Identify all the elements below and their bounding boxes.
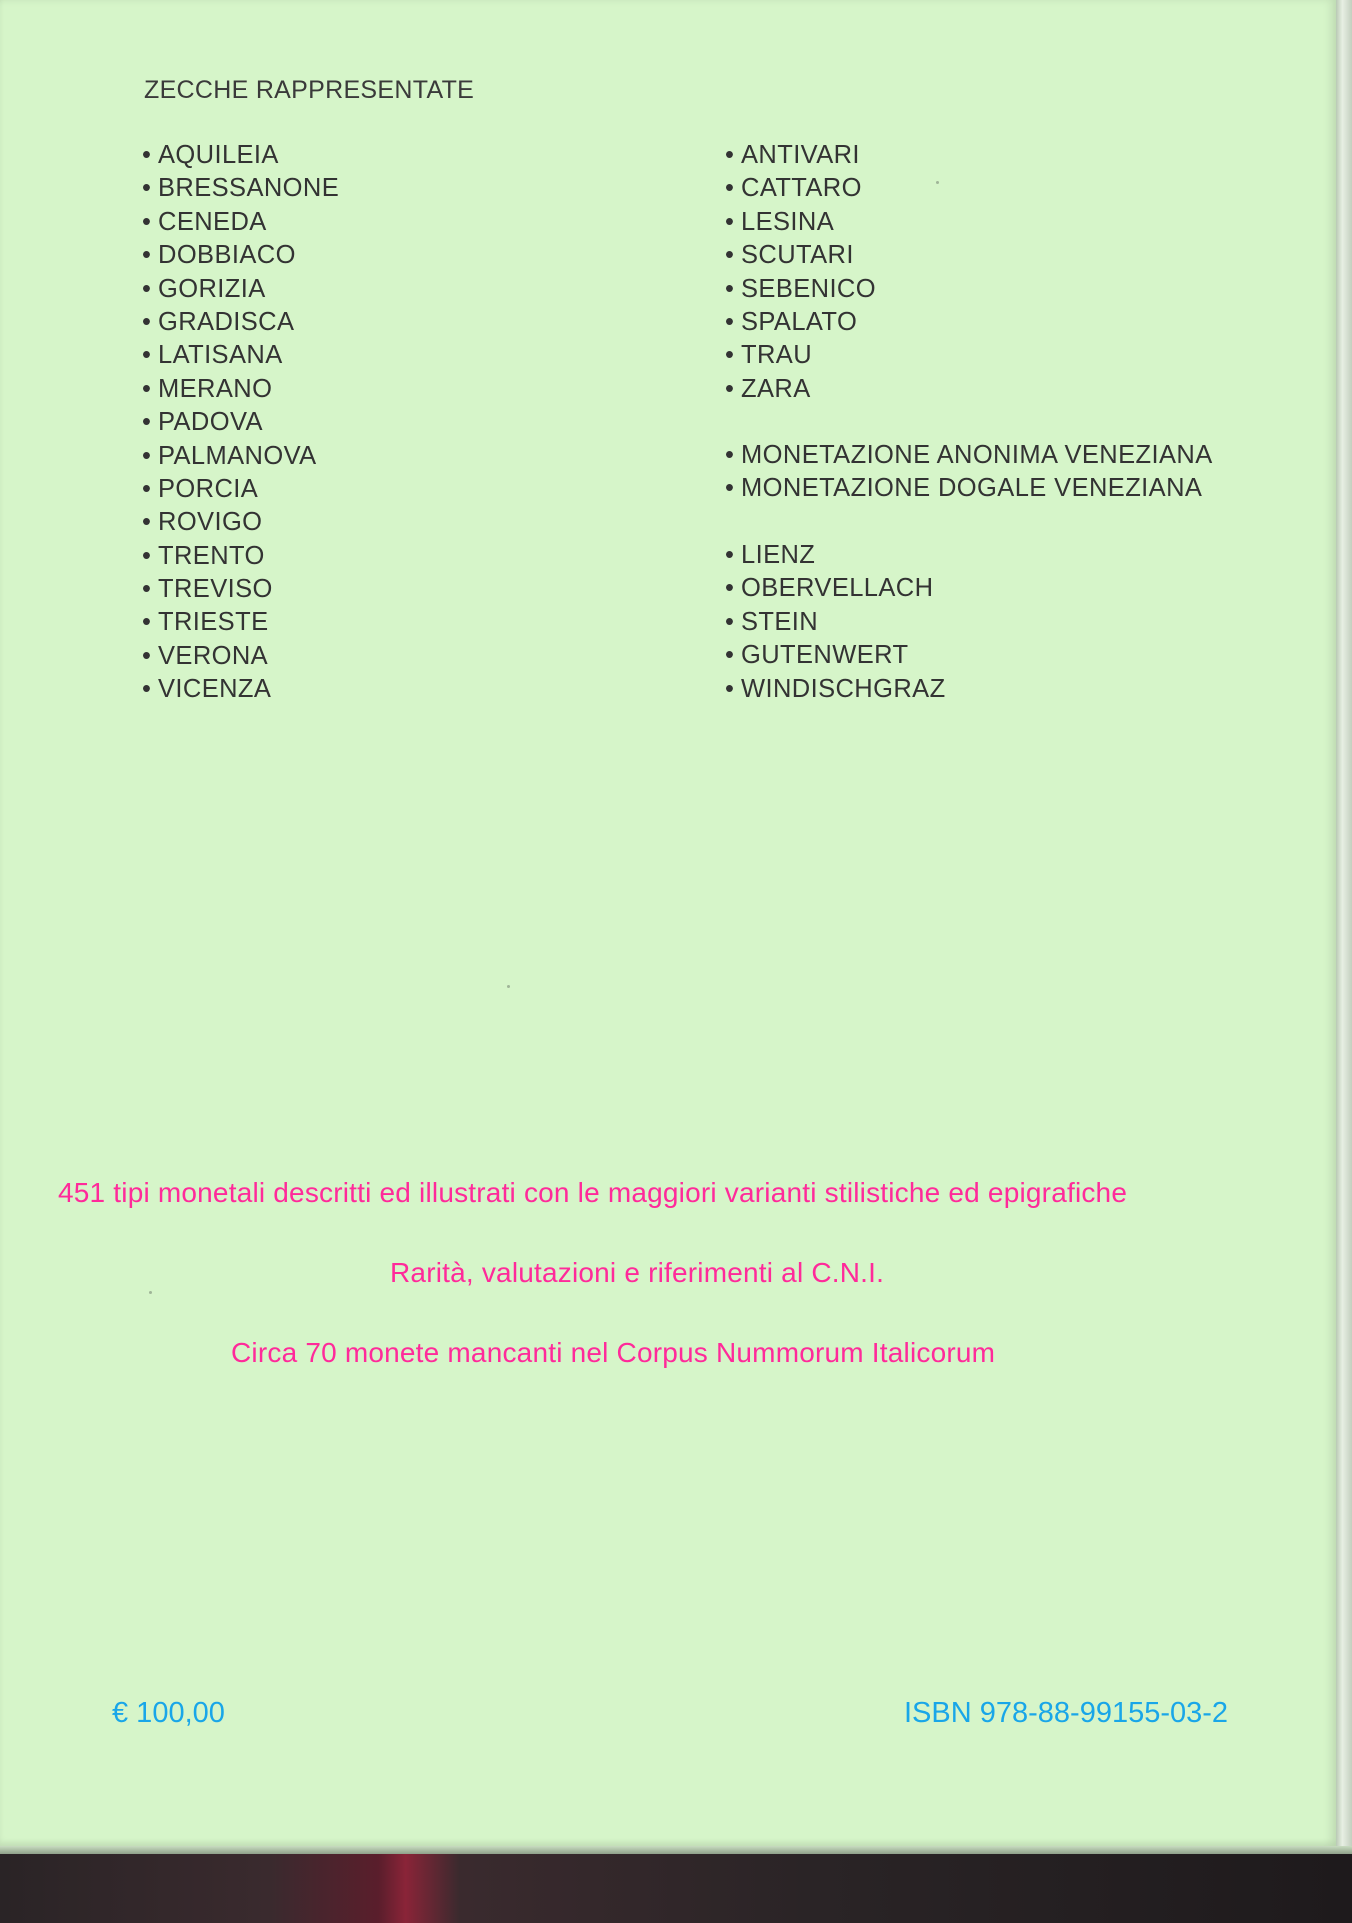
mint-list-item <box>142 606 339 639</box>
mint-name: TRIESTE <box>158 608 269 637</box>
bullet-icon: • <box>142 408 152 437</box>
mint-name: TREVISO <box>158 575 273 604</box>
mint-name: LATISANA <box>158 341 283 370</box>
bullet-icon: • <box>142 341 152 370</box>
mint-name: GUTENWERT <box>741 641 909 670</box>
bullet-icon: • <box>142 608 152 637</box>
bullet-icon: • <box>142 307 152 336</box>
mint-list-item <box>142 373 339 406</box>
mint-name: DOBBIACO <box>158 241 296 270</box>
mint-list-item <box>142 239 339 272</box>
bullet-icon: • <box>142 508 152 537</box>
mint-list-item <box>142 573 339 606</box>
bullet-icon: • <box>725 307 735 336</box>
mint-list-item <box>725 373 876 406</box>
mint-list-item <box>725 306 876 339</box>
mint-name: OBERVELLACH <box>741 574 934 603</box>
bullet-icon: • <box>142 474 152 503</box>
mint-name: ROVIGO <box>158 508 263 537</box>
bullet-icon: • <box>142 641 152 670</box>
mint-name: GORIZIA <box>158 274 266 303</box>
mint-list-item <box>142 306 339 339</box>
bullet-icon: • <box>725 374 735 403</box>
mint-list-item <box>725 273 876 306</box>
mint-list-item <box>725 472 1213 505</box>
mint-list-item <box>725 172 876 205</box>
price-label: € 100,00 <box>112 1697 225 1729</box>
mint-list-item <box>725 639 946 672</box>
mint-list-item <box>142 440 339 473</box>
mint-name: CENEDA <box>158 207 267 236</box>
isbn-label: ISBN 978-88-99155-03-2 <box>904 1697 1229 1729</box>
mint-name: MERANO <box>158 374 273 403</box>
cover-rim <box>0 1846 1352 1854</box>
mint-list-item <box>142 206 339 239</box>
mint-list-item <box>725 606 946 639</box>
bullet-icon: • <box>725 174 735 203</box>
mint-list-item <box>142 506 339 539</box>
mint-name: ZARA <box>741 374 811 403</box>
mint-name: BRESSANONE <box>158 174 340 203</box>
mint-list-item <box>142 406 339 439</box>
bullet-icon: • <box>725 607 735 636</box>
bullet-icon: • <box>142 441 152 470</box>
right-mint-list-austria <box>725 539 946 706</box>
mint-list-item <box>725 539 946 572</box>
highlight-coin-types: 451 tipi monetali descritti ed illustrati con le maggiori varianti stilistiche ed epigrafiche <box>58 1177 1128 1208</box>
bullet-icon: • <box>142 274 152 303</box>
left-mint-list <box>142 139 339 707</box>
mint-name: VERONA <box>158 641 269 670</box>
book-spine-edge <box>1336 0 1352 1923</box>
paper-speck <box>507 985 510 988</box>
bullet-icon: • <box>725 141 735 169</box>
bullet-icon: • <box>142 141 152 169</box>
book-bottom-edge <box>0 1846 1352 1923</box>
mint-name: WINDISCHGRAZ <box>741 674 946 703</box>
bullet-icon: • <box>142 241 152 270</box>
mint-name: SCUTARI <box>741 241 854 270</box>
mint-list-item <box>725 139 876 172</box>
highlight-rarity: Rarità, valutazioni e riferimenti al C.N.I. <box>390 1257 885 1288</box>
bullet-icon: • <box>142 675 152 704</box>
mint-list-item <box>725 572 946 605</box>
bullet-icon: • <box>725 641 735 670</box>
bullet-icon: • <box>725 441 735 469</box>
mint-name: CATTARO <box>741 174 862 203</box>
mint-name: PORCIA <box>158 474 259 503</box>
mint-list-item <box>142 640 339 673</box>
mint-name: SPALATO <box>741 307 858 336</box>
bullet-icon: • <box>725 674 735 703</box>
mint-name: TRAU <box>741 341 813 370</box>
bullet-icon: • <box>142 575 152 604</box>
mint-list-item <box>142 339 339 372</box>
right-mint-list-venice <box>725 439 1213 506</box>
mint-name: GRADISCA <box>158 307 295 336</box>
mint-name: PADOVA <box>158 408 263 437</box>
bullet-icon: • <box>725 207 735 236</box>
bullet-icon: • <box>142 174 152 203</box>
mint-name: MONETAZIONE DOGALE VENEZIANA <box>741 474 1203 503</box>
bullet-icon: • <box>725 574 735 603</box>
mint-list-item <box>725 206 876 239</box>
mint-list-item <box>142 540 339 573</box>
mint-list-item <box>142 172 339 205</box>
mint-list-item <box>142 473 339 506</box>
bullet-icon: • <box>142 541 152 570</box>
mint-name: ANTIVARI <box>741 141 860 169</box>
mint-name: TRENTO <box>158 541 265 570</box>
mint-list-item <box>142 139 339 172</box>
highlight-missing-coins: Circa 70 monete mancanti nel Corpus Nummorum Italicorum <box>231 1337 996 1368</box>
mints-heading: ZECCHE RAPPRESENTATE <box>144 76 475 104</box>
paper-speck <box>936 181 939 184</box>
bullet-icon: • <box>142 374 152 403</box>
bullet-icon: • <box>725 341 735 370</box>
bullet-icon: • <box>725 274 735 303</box>
mint-name: LESINA <box>741 207 835 236</box>
mint-name: STEIN <box>741 607 819 636</box>
paper-speck <box>149 1291 152 1294</box>
mint-name: AQUILEIA <box>158 141 279 169</box>
mint-name: LIENZ <box>741 541 816 569</box>
mint-list-item <box>725 439 1213 472</box>
bullet-icon: • <box>725 241 735 270</box>
mint-list-item <box>725 339 876 372</box>
mint-list-item <box>725 239 876 272</box>
mint-name: SEBENICO <box>741 274 876 303</box>
right-mint-list-dalmatia <box>725 139 876 406</box>
bullet-icon: • <box>725 474 735 503</box>
bullet-icon: • <box>142 207 152 236</box>
mint-name: MONETAZIONE ANONIMA VENEZIANA <box>741 441 1213 469</box>
mint-name: PALMANOVA <box>158 441 317 470</box>
mint-list-item <box>725 673 946 706</box>
mint-list-item <box>142 273 339 306</box>
mint-list-item <box>142 673 339 706</box>
bullet-icon: • <box>725 541 735 569</box>
mint-name: VICENZA <box>158 675 272 704</box>
